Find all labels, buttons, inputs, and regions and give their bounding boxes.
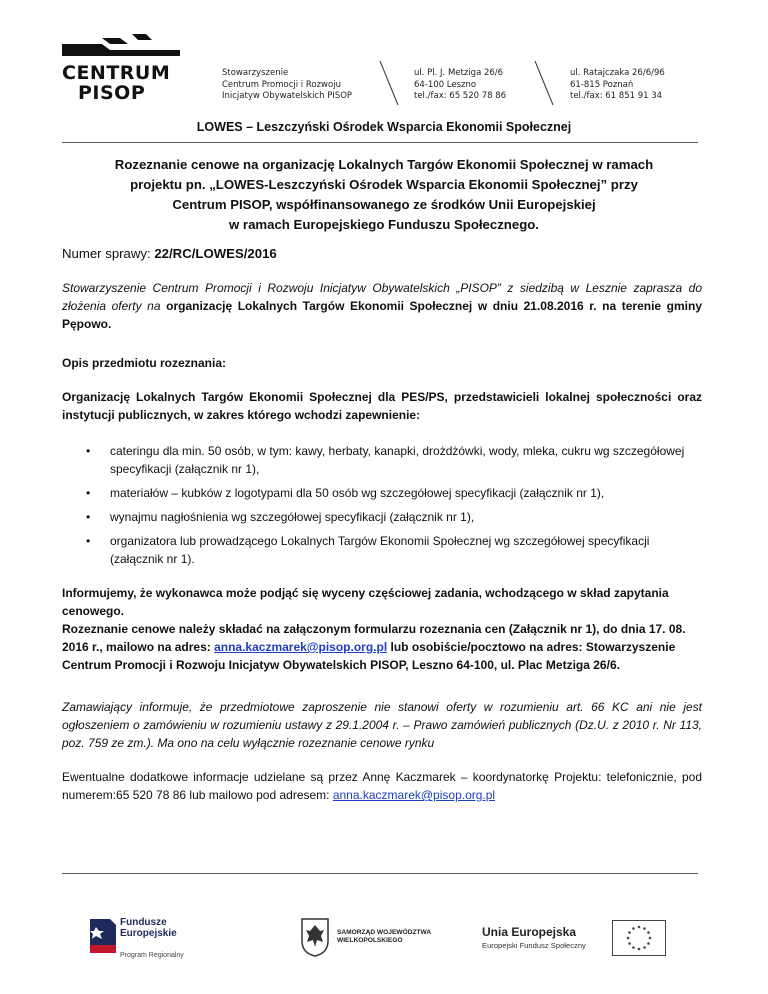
scope-paragraph: Organizację Lokalnych Targów Ekonomii Społecznej dla PES/PS, przedstawicieli lokalnej społeczności oraz instytucji publicznych, w zakres którego wchodzi zapewnienie: [62,390,702,422]
samorzad-text [337,929,431,945]
provision-list [86,442,686,574]
fund-line: Fundusze [120,917,167,928]
intro-italic-text: Stowarzyszenie Centrum Promocji i Rozwoju Inicjatyw Obywatelskich „PISOP” z siedzibą w Lesznie zaprasza do złożenia oferty na [62,281,702,313]
org-line: Inicjatyw Obywatelskich PISOP [222,91,353,101]
org-line: Centrum Promocji i Rozwoju [222,79,341,90]
ue-title: Unia Europejska [482,925,577,939]
address-line: ul. Pl. J. Metziga 26/6 [414,68,504,78]
intro-bold-text: organizację Lokalnych Targów Ekonomii Społecznej w dniu 21.08.2016 r. na terenie gminy Pępowo. [62,299,703,331]
disclaimer-paragraph: Zamawiający informuje, że przedmiotowe zaproszenie nie stanowi oferty w rozumieniu art. 66 KC ani nie jest ogłoszeniem o zamówieniu w rozumieniu ustawy z 29.1.2004 r. – Prawo zamówień publicznych (Dz.U. z 2010 r. Nr 113, poz. 759 ze zm.). Ma ono na celu wyłącznie rozeznanie cenowe rynku [62,700,702,750]
title-line: projektu pn. „LOWES-Leszczyński Ośrodek Wsparcia Ekonomii Społecznej” przy [130,177,638,192]
separator-slash [533,60,555,106]
address-line: tel./fax: 61 851 91 34 [570,91,663,101]
case-number-label: Numer sprawy: [62,246,155,261]
org-line: Stowarzyszenie [222,68,289,78]
case-number [62,245,702,263]
contact-email-link[interactable]: anna.kaczmarek@pisop.org.pl [332,788,496,802]
contact-paragraph [62,768,702,804]
samorzad-line: SAMORZĄD WOJEWÓDZTWA [337,929,432,936]
address-line: tel./fax: 65 520 78 86 [414,91,507,101]
list-item: • cateringu dla min. 50 osób, w tym: kawy, herbaty, kanapki, drożdżówki, wody, mleka, cukru wg szczegółowej specyfikacji (załącznik nr 1), [86,442,686,478]
fundusze-flag-icon [90,919,116,953]
org-name-block [222,68,352,103]
contact-text: Ewentualne dodatkowe informacje udzielane są przez Annę Kaczmarek – koordynatorkę Projektu: telefonicznie, pod numerem:65 520 78 86 lub mailowo pod adresem: [62,770,702,802]
list-item: • organizatora lub prowadzącego Lokalnych Targów Ekonomii Społecznej wg szczegółowej specyfikacji (załącznik nr 1). [86,532,686,568]
list-item: • materiałów – kubków z logotypami dla 50 osób wg szczegółowej specyfikacji (załącznik nr 1), [86,484,686,502]
case-number-value: 22/RC/LOWES/2016 [154,246,277,261]
address-line: 61-815 Poznań [570,79,634,90]
logo-word-centrum: CENTRUM [62,62,171,84]
submission-address-text: lub osobiście/pocztowo na adres: Stowarzyszenie Centrum Promocji i Rozwoju Inicjatyw Obywatelskich PISOP, Leszno 64-100, ul. Plac Metziga 26/6. [62,640,676,672]
fundusze-europejskie-logo [90,915,210,965]
header-divider [62,142,698,143]
eu-flag-icon [612,920,666,956]
ue-subtitle: Europejski Fundusz Społeczny [482,941,586,950]
fundusze-text [120,917,177,939]
project-header-title: LOWES – Leszczyński Ośrodek Wsparcia Ekonomii Społecznej [196,120,572,134]
title-line: Centrum PISOP, współfinansowanego ze środków Unii Europejskiej [172,197,596,212]
samorzad-line: WIELKOPOLSKIEGO [337,937,403,944]
address-poznan-block [570,68,665,103]
list-item: • wynajmu nagłośnienia wg szczegółowej specyfikacji (załącznik nr 1), [86,508,686,526]
address-line: 64-100 Leszno [414,79,477,90]
fund-line: Europejskie [120,928,177,939]
submission-email-link[interactable]: anna.kaczmarek@pisop.org.pl [214,640,388,654]
wielkopolska-crest-icon [300,917,330,957]
logo-stripe-graphic [62,34,180,56]
footer-divider [62,873,698,874]
description-heading: Opis przedmiotu rozeznania: [62,356,227,370]
fund-sub-text: Program Regionalny [120,952,184,959]
logo-word-pisop: PISOP [78,82,146,104]
address-line: ul. Ratajczaka 26/6/96 [570,68,665,78]
submission-info [62,620,702,674]
separator-slash [378,60,400,106]
document-title [62,155,706,235]
title-line: w ramach Europejskiego Funduszu Społecznego. [229,217,539,232]
intro-paragraph [62,279,702,333]
unia-europejska-text [482,925,586,950]
title-line: Rozeznanie cenowe na organizację Lokalnych Targów Ekonomii Społecznej w ramach [114,157,654,172]
address-leszno-block [414,68,506,103]
partial-quote-info: Informujemy, że wykonawca może podjąć się wyceny częściowej zadania, wchodzącego w skład zapytania cenowego. [62,586,669,618]
submission-text: Rozeznanie cenowe należy składać na załączonym formularzu rozeznania cen (Załącznik nr 1), do dnia 17. 08. 2016 r., mailowo na adres: [62,622,686,654]
